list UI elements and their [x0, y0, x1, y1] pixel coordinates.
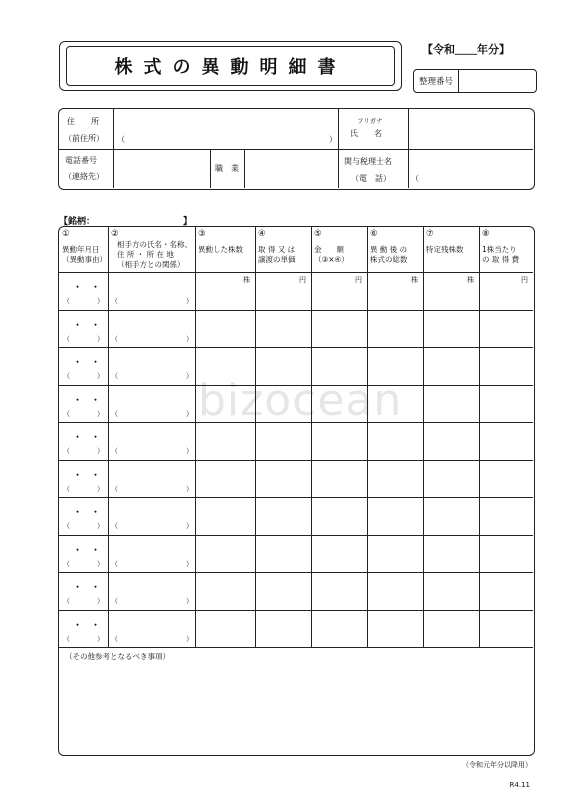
watermark-logo: bizocean	[198, 375, 403, 426]
tax-accountant-label: 関与税理士名	[344, 157, 392, 166]
phone-field[interactable]	[116, 152, 206, 186]
table-cell[interactable]	[425, 274, 477, 308]
table-cell[interactable]	[313, 612, 365, 646]
table-cell[interactable]	[257, 537, 309, 571]
date-placeholder: ・ ・	[73, 470, 101, 481]
year-label: 【令和＿＿年分】	[422, 43, 510, 56]
table-cell[interactable]	[481, 424, 531, 458]
relation-paren-close: ）	[186, 447, 193, 455]
table-cell[interactable]	[313, 387, 365, 421]
date-placeholder: ・ ・	[73, 433, 101, 443]
table-cell[interactable]	[481, 462, 531, 496]
reference-number-label: 整理番号	[414, 70, 459, 92]
row-divider	[59, 347, 533, 348]
relation-paren-open: （	[111, 597, 118, 605]
reason-paren-close: ）	[97, 484, 104, 493]
divider	[210, 149, 211, 188]
divider	[59, 149, 533, 150]
table-cell[interactable]	[313, 349, 365, 383]
table-cell[interactable]	[197, 312, 253, 346]
reason-paren-open: （	[63, 447, 70, 455]
table-cell[interactable]	[425, 574, 477, 608]
table-cell[interactable]	[61, 274, 106, 308]
table-cell[interactable]	[110, 387, 193, 421]
table-cell[interactable]	[313, 574, 365, 608]
column-number: ⑦	[426, 229, 434, 239]
table-cell[interactable]	[61, 462, 106, 496]
table-cell[interactable]	[369, 537, 421, 571]
table-cell[interactable]	[110, 612, 193, 646]
table-cell[interactable]	[425, 612, 477, 646]
relation-paren-close: ）	[186, 372, 193, 380]
reason-paren-close: ）	[97, 409, 104, 418]
table-cell[interactable]	[481, 499, 531, 533]
table-cell[interactable]	[257, 499, 309, 533]
date-placeholder: ・ ・	[73, 583, 101, 593]
tax-paren-open: （	[411, 174, 419, 183]
date-placeholder: ・ ・	[73, 545, 101, 556]
footer-revision: R4.11	[509, 781, 530, 789]
table-cell[interactable]	[61, 387, 106, 421]
table-cell[interactable]	[369, 349, 421, 383]
reason-paren-close: ）	[97, 372, 104, 380]
column-header-label: 1株当たり	[482, 245, 517, 254]
occupation-label: 職 業	[215, 164, 239, 173]
unit-label: 株	[467, 276, 474, 284]
reason-paren-open: （	[63, 484, 70, 493]
relation-paren-close: ）	[186, 297, 193, 305]
table-cell[interactable]	[313, 537, 365, 571]
table-cell[interactable]	[257, 462, 309, 496]
table-cell[interactable]	[197, 387, 253, 421]
table-cell[interactable]	[197, 537, 253, 571]
table-cell[interactable]	[197, 612, 253, 646]
table-cell[interactable]	[481, 612, 531, 646]
relation-paren-open: （	[111, 372, 118, 380]
column-header-label: （③×④）	[314, 255, 349, 264]
row-divider	[59, 460, 533, 461]
unit-label: 円	[355, 276, 362, 284]
table-cell[interactable]	[197, 499, 253, 533]
column-header-label: 住 所 ・ 所 在 地	[117, 250, 174, 259]
reason-paren-close: ）	[97, 297, 104, 305]
relation-paren-close: ）	[186, 409, 193, 418]
column-header-label: 異 動 後 の	[370, 245, 408, 254]
header-divider	[59, 272, 533, 273]
row-divider	[59, 385, 533, 386]
brand-label: 【銘柄：	[59, 217, 96, 227]
brand-close: 】	[183, 217, 193, 227]
column-header-label: 異動年月日	[62, 245, 100, 254]
relation-paren-open: （	[111, 409, 118, 418]
table-cell[interactable]	[313, 312, 365, 346]
relation-paren-close: ）	[186, 559, 193, 568]
personal-info-box	[58, 108, 535, 190]
reason-paren-close: ）	[97, 597, 104, 605]
tax-accountant-field[interactable]	[411, 152, 529, 186]
column-header-label: （相手方との関係）	[117, 260, 185, 269]
table-cell[interactable]	[197, 349, 253, 383]
column-header-label: 異動した株数	[198, 245, 243, 254]
column-header-label: 株式の総数	[370, 255, 408, 264]
table-cell[interactable]	[197, 274, 253, 308]
relation-paren-close: ）	[186, 522, 193, 530]
table-cell[interactable]	[257, 387, 309, 421]
table-cell[interactable]	[110, 424, 193, 458]
table-cell[interactable]	[425, 462, 477, 496]
table-cell[interactable]	[425, 537, 477, 571]
table-cell[interactable]	[369, 499, 421, 533]
transfer-table	[58, 226, 535, 756]
row-divider	[59, 610, 533, 611]
column-divider	[195, 227, 196, 647]
column-header-label: （異動事由）	[62, 255, 107, 264]
table-cell[interactable]	[110, 537, 193, 571]
former-address-label: （前住所）	[64, 134, 104, 143]
table-cell[interactable]	[313, 274, 365, 308]
date-placeholder: ・ ・	[73, 508, 101, 518]
relation-paren-close: ）	[186, 597, 193, 605]
table-cell[interactable]	[257, 612, 309, 646]
relation-paren-open: （	[111, 634, 118, 643]
reason-paren-open: （	[63, 559, 70, 568]
column-number: ③	[198, 229, 206, 239]
row-divider	[59, 422, 533, 423]
table-cell[interactable]	[197, 574, 253, 608]
relation-paren-open: （	[111, 559, 118, 568]
column-number: ④	[258, 229, 266, 239]
table-cell[interactable]	[481, 574, 531, 608]
table-cell[interactable]	[61, 424, 106, 458]
reason-paren-open: （	[63, 297, 70, 305]
table-cell[interactable]	[369, 424, 421, 458]
column-divider	[311, 227, 312, 647]
column-header-label: 相手方の氏名・名称、	[117, 240, 192, 249]
phone-label: 電話番号	[65, 156, 97, 165]
table-cell[interactable]	[481, 312, 531, 346]
table-cell[interactable]	[369, 387, 421, 421]
row-divider	[59, 535, 533, 536]
table-cell[interactable]	[369, 274, 421, 308]
relation-paren-open: （	[111, 484, 118, 493]
table-cell[interactable]	[369, 612, 421, 646]
unit-label: 株	[243, 276, 250, 284]
table-cell[interactable]	[61, 574, 106, 608]
reference-number-box	[413, 69, 537, 93]
date-placeholder: ・ ・	[73, 358, 101, 368]
reason-paren-close: ）	[97, 447, 104, 455]
furigana-label: フリガナ	[357, 117, 383, 125]
table-cell[interactable]	[425, 349, 477, 383]
row-divider	[59, 647, 533, 648]
column-number: ⑥	[370, 229, 378, 239]
table-cell[interactable]	[481, 349, 531, 383]
date-placeholder: ・ ・	[73, 395, 101, 406]
column-number: ⑧	[482, 229, 490, 239]
row-divider	[59, 497, 533, 498]
table-cell[interactable]	[257, 349, 309, 383]
table-cell[interactable]	[425, 312, 477, 346]
table-cell[interactable]	[110, 349, 193, 383]
address-label: 住 所	[67, 117, 99, 126]
relation-paren-close: ）	[186, 484, 193, 493]
contact-label: （連絡先）	[64, 172, 104, 181]
name-label: 氏 名	[350, 129, 382, 138]
relation-paren-open: （	[111, 297, 118, 305]
column-divider	[367, 227, 368, 647]
table-cell[interactable]	[61, 499, 106, 533]
table-cell[interactable]	[369, 462, 421, 496]
table-cell[interactable]	[110, 499, 193, 533]
reason-paren-close: ）	[97, 334, 104, 343]
column-header-label: 特定残株数	[426, 245, 464, 254]
table-cell[interactable]	[61, 349, 106, 383]
unit-label: 円	[521, 276, 528, 284]
table-cell[interactable]	[425, 387, 477, 421]
address-paren-open: （	[117, 135, 125, 144]
table-cell[interactable]	[481, 537, 531, 571]
date-placeholder: ・ ・	[73, 320, 101, 331]
table-cell[interactable]	[481, 274, 531, 308]
column-number: ⑤	[314, 229, 322, 239]
reason-paren-close: ）	[97, 634, 104, 643]
column-header-label: の 取 得 費	[482, 255, 520, 264]
tax-accountant-phone-label: （電 話）	[351, 174, 391, 183]
address-paren-close: ）	[329, 135, 337, 144]
column-number: ②	[111, 229, 119, 239]
reason-paren-open: （	[63, 409, 70, 418]
table-cell[interactable]	[313, 424, 365, 458]
date-placeholder: ・ ・	[73, 620, 101, 631]
reason-paren-open: （	[63, 634, 70, 643]
reason-paren-open: （	[63, 597, 70, 605]
occupation-field[interactable]	[247, 152, 335, 186]
column-number: ①	[62, 229, 70, 239]
table-cell[interactable]	[369, 312, 421, 346]
reason-paren-close: ）	[97, 522, 104, 530]
unit-label: 円	[299, 276, 306, 284]
brand-field[interactable]	[100, 212, 180, 225]
table-cell[interactable]	[425, 499, 477, 533]
other-notes-label: （その他参考となるべき事項）	[65, 652, 170, 661]
title-box	[66, 46, 395, 86]
relation-paren-close: ）	[186, 634, 193, 643]
table-cell[interactable]	[313, 499, 365, 533]
column-header-label: 譲渡の単価	[258, 255, 296, 264]
table-cell[interactable]	[61, 312, 106, 346]
relation-paren-open: （	[111, 447, 118, 455]
table-cell[interactable]	[110, 312, 193, 346]
column-divider	[108, 227, 109, 647]
footer-applicability: （令和元年分以降用）	[462, 761, 532, 769]
table-cell[interactable]	[197, 424, 253, 458]
date-placeholder: ・ ・	[73, 283, 101, 293]
table-cell[interactable]	[110, 462, 193, 496]
table-cell[interactable]	[61, 537, 106, 571]
other-notes-field[interactable]	[63, 663, 529, 750]
page-title: 株式の異動明細書	[114, 57, 347, 78]
column-header-label: 金 額	[314, 245, 344, 254]
reason-paren-open: （	[63, 372, 70, 380]
reason-paren-open: （	[63, 522, 70, 530]
reference-number-field[interactable]	[460, 70, 534, 92]
table-cell[interactable]	[425, 424, 477, 458]
column-divider	[479, 227, 480, 647]
table-cell[interactable]	[257, 424, 309, 458]
column-divider	[255, 227, 256, 647]
relation-paren-open: （	[111, 334, 118, 343]
reason-paren-close: ）	[97, 559, 104, 568]
table-cell[interactable]	[257, 274, 309, 308]
table-cell[interactable]	[61, 612, 106, 646]
divider	[244, 149, 245, 188]
column-divider	[423, 227, 424, 647]
table-cell[interactable]	[313, 462, 365, 496]
address-field[interactable]	[121, 113, 326, 145]
relation-paren-close: ）	[186, 334, 193, 343]
table-cell[interactable]	[110, 574, 193, 608]
unit-label: 株	[411, 276, 418, 284]
reason-paren-open: （	[63, 334, 70, 343]
table-cell[interactable]	[257, 312, 309, 346]
row-divider	[59, 310, 533, 311]
table-cell[interactable]	[369, 574, 421, 608]
column-header-label: 取 得 又 は	[258, 245, 296, 254]
row-divider	[59, 572, 533, 573]
table-cell[interactable]	[110, 274, 193, 308]
table-cell[interactable]	[257, 574, 309, 608]
table-cell[interactable]	[197, 462, 253, 496]
name-field[interactable]	[411, 112, 529, 146]
relation-paren-open: （	[111, 522, 118, 530]
table-cell[interactable]	[481, 387, 531, 421]
